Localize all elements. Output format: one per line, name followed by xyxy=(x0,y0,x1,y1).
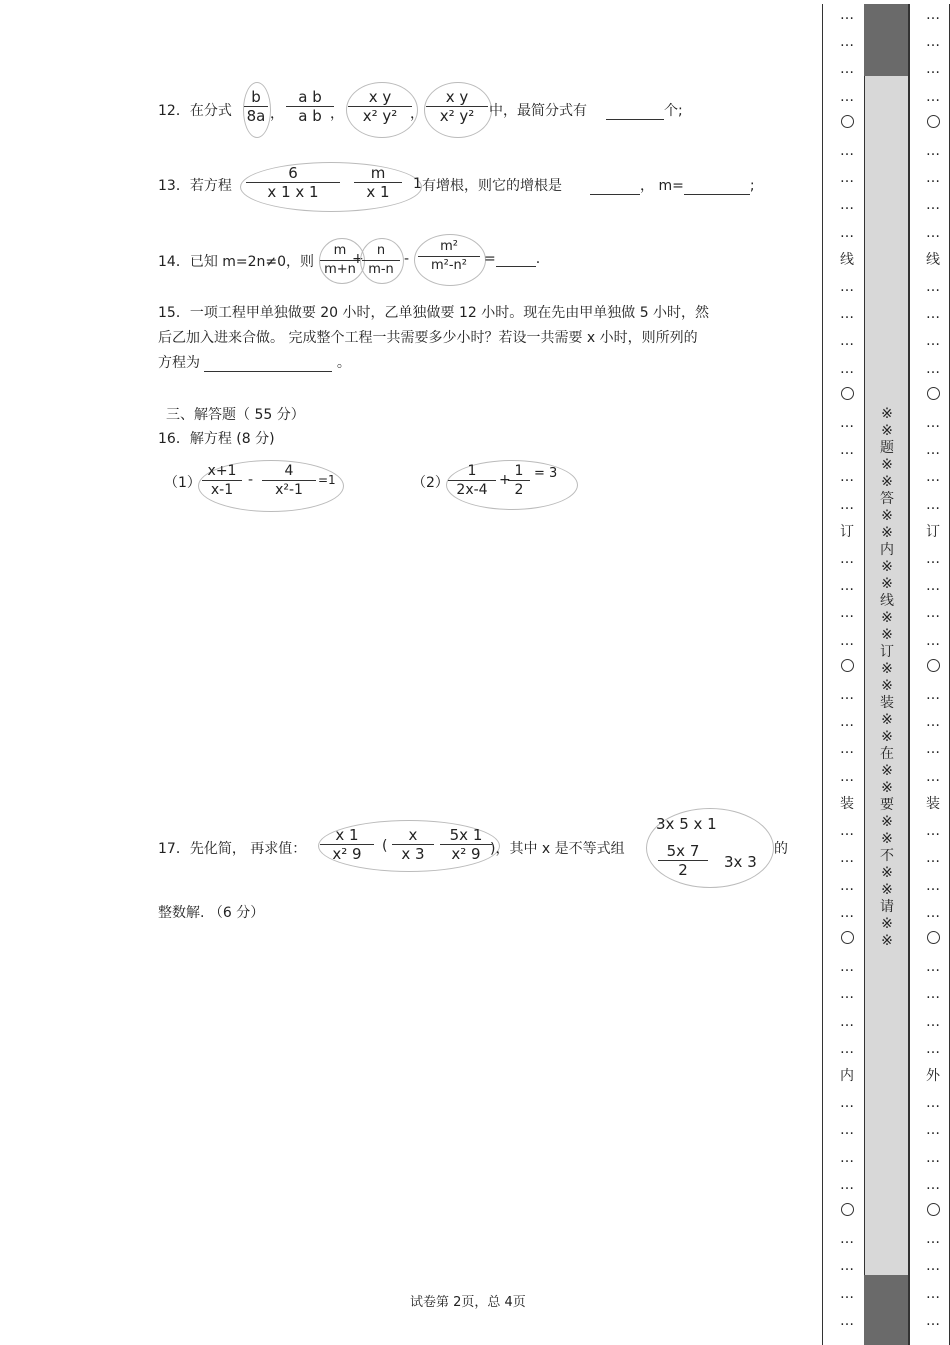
binding-dots: … xyxy=(926,632,940,649)
binding-circle xyxy=(920,111,946,138)
binding-dots: … xyxy=(840,714,854,731)
q14-fraction-1: $\frac{m}{m+n}$ xyxy=(320,242,360,279)
q16-part2-rest: = 3 xyxy=(534,466,558,481)
binding-dots: … xyxy=(840,279,854,296)
q17-fraction-3: $\frac{5x 1}{\text{x² 9}}$ xyxy=(440,826,492,863)
binding-circle xyxy=(834,1199,860,1226)
q12-suffix: 中，最简分式有 xyxy=(489,103,587,119)
q14-fraction-3: $\frac{\text{m²}}{\text{m²-n²}}$ xyxy=(418,238,480,275)
binding-dots: … xyxy=(926,551,940,568)
binding-dots: … xyxy=(840,496,854,513)
q12-answer: 个; xyxy=(606,100,683,120)
binding-dots: … xyxy=(840,1040,854,1057)
q14-fraction-2: $\frac{n}{m-n}$ xyxy=(362,242,400,279)
q17-prefix: 17．先化简， 再求值： xyxy=(158,841,307,857)
binding-dots: … xyxy=(840,170,854,187)
binding-dots: … xyxy=(926,1285,940,1302)
q15-line-3: 方程为 。 xyxy=(158,355,351,371)
binding-dots: … xyxy=(926,61,940,78)
binding-dots: … xyxy=(840,605,854,622)
answer-blank[interactable] xyxy=(606,105,664,120)
binding-dots: … xyxy=(926,1258,940,1275)
section-title: 三、解答题（ 55 分） xyxy=(166,407,305,423)
binding-dots: … xyxy=(840,1122,854,1139)
binding-dots: … xyxy=(840,34,854,51)
binding-mark-left: 订 xyxy=(840,523,854,540)
binding-dots: … xyxy=(926,415,940,432)
q16-title: 16．解方程 (8 分) xyxy=(158,431,275,447)
binding-dots: … xyxy=(926,1040,940,1057)
q17-inequality-1: 3x 5 x 1 xyxy=(656,815,717,833)
q16-part1-fraction-2: $\frac{4}{\text{x²-1}}$ xyxy=(262,462,316,499)
q17-condition: )，其中 x 是不等式组 xyxy=(490,841,625,857)
binding-dots: … xyxy=(840,741,854,758)
binding-dots: … xyxy=(840,306,854,323)
binding-dots: … xyxy=(926,605,940,622)
minus-sign: - xyxy=(248,472,254,488)
binding-dots: … xyxy=(926,578,940,595)
q17-inequality-2-fraction: $\frac{5x 7}{2}$ xyxy=(658,842,708,879)
binding-dots: … xyxy=(926,143,940,160)
binding-cap-bottom xyxy=(864,1275,908,1345)
q12-fraction-2: $\frac{\text{a b}}{\text{a b}}$ xyxy=(286,88,334,125)
q15-line-1: 15．一项工程甲单独做要 20 小时，乙单独做要 12 小时。现在先由甲单独做 5 小时，然 xyxy=(158,305,710,321)
binding-dots: … xyxy=(840,197,854,214)
q17-inequality-2-rhs: 3x 3 xyxy=(724,853,757,871)
binding-dots: … xyxy=(926,333,940,350)
binding-mark-right: 线 xyxy=(926,251,940,268)
binding-dots: … xyxy=(926,1149,940,1166)
binding-dots: … xyxy=(840,360,854,377)
q16-part1-rhs: =1 xyxy=(318,473,336,487)
binding-dots: … xyxy=(840,1285,854,1302)
binding-circle xyxy=(920,383,946,410)
separator: ， xyxy=(410,106,424,122)
binding-dots: … xyxy=(926,197,940,214)
answer-blank[interactable] xyxy=(204,357,332,372)
binding-dots: … xyxy=(926,306,940,323)
binding-dots: … xyxy=(926,442,940,459)
q16-part1-fraction-1: $\frac{x+1}{x-1}$ xyxy=(202,462,242,499)
binding-dots: … xyxy=(926,904,940,921)
q16-part2-label: （2） xyxy=(412,475,449,491)
q14-answer: = . xyxy=(484,251,541,267)
binding-dots: … xyxy=(840,1312,854,1329)
binding-circle xyxy=(834,111,860,138)
binding-dots: … xyxy=(926,768,940,785)
page-footer: 试卷第 2页，总 4页 xyxy=(410,1295,526,1310)
binding-dots: … xyxy=(840,904,854,921)
minus-sign: - xyxy=(404,251,410,267)
binding-circle xyxy=(920,1199,946,1226)
separator: ， xyxy=(330,106,344,122)
binding-dots: … xyxy=(840,1095,854,1112)
binding-dots: … xyxy=(840,959,854,976)
binding-dots: … xyxy=(926,687,940,704)
binding-dots: … xyxy=(840,632,854,649)
binding-dots: … xyxy=(926,88,940,105)
binding-circle xyxy=(834,655,860,682)
binding-dots: … xyxy=(926,959,940,976)
binding-dots: … xyxy=(926,34,940,51)
q14-prefix: 14．已知 m=2n≠0，则 xyxy=(158,254,315,270)
binding-dots: … xyxy=(926,360,940,377)
binding-dots: … xyxy=(840,1013,854,1030)
binding-dots: … xyxy=(926,823,940,840)
binding-dots: … xyxy=(840,1231,854,1248)
binding-dots: … xyxy=(840,768,854,785)
binding-warning-text: ※ ※ 题 ※ ※ 答 ※ ※ 内 ※ ※ 线 ※ ※ 订 ※ ※ 装 ※ ※ 在 ※ ※ 要 ※ ※ 不 ※ ※ 请 ※ ※ xyxy=(880,406,894,949)
q17-fraction-2: $\frac{x}{x 3}$ xyxy=(392,826,434,863)
q12-fraction-1: $\frac{b}{8a}$ xyxy=(244,88,268,125)
binding-dots: … xyxy=(926,224,940,241)
q15-line-2: 后乙加入进来合做。 完成整个工程一共需要多少小时？若设一共需要 x 小时，则所列的 xyxy=(158,330,698,346)
binding-dots: … xyxy=(926,496,940,513)
answer-blank[interactable] xyxy=(590,180,640,195)
q13-rhs: 1 xyxy=(413,176,422,192)
binding-dots: … xyxy=(840,877,854,894)
q12-fraction-3: $\frac{\text{x y}}{\text{x² y²}}$ xyxy=(348,88,412,125)
plus-sign: + xyxy=(499,472,511,488)
q13-prefix: 13．若方程 xyxy=(158,178,232,194)
binding-dots: … xyxy=(926,7,940,23)
answer-blank[interactable] xyxy=(684,180,750,195)
q16-part1-label: （1） xyxy=(164,475,201,491)
binding-dots: … xyxy=(926,1312,940,1329)
binding-dots: … xyxy=(926,877,940,894)
binding-dots: … xyxy=(840,469,854,486)
binding-mark-left: 线 xyxy=(840,251,854,268)
binding-mark-right: 外 xyxy=(926,1067,940,1084)
binding-dots: … xyxy=(926,1013,940,1030)
binding-dots: … xyxy=(926,1095,940,1112)
binding-dots: … xyxy=(926,279,940,296)
binding-dots: … xyxy=(926,714,940,731)
q13-mid: 有增根，则它的增根是 xyxy=(422,178,562,194)
binding-dots: … xyxy=(840,687,854,704)
open-paren: ( xyxy=(382,838,388,854)
binding-dots: … xyxy=(840,442,854,459)
binding-dots: … xyxy=(840,224,854,241)
binding-dots: … xyxy=(926,1176,940,1193)
q17-de: 的 xyxy=(774,841,788,857)
q12-prefix: 12．在分式 xyxy=(158,103,232,119)
binding-mark-left: 内 xyxy=(840,1067,854,1084)
binding-dots: … xyxy=(840,333,854,350)
binding-dots: … xyxy=(926,741,940,758)
binding-dots: … xyxy=(840,88,854,105)
q17-fraction-1: $\frac{x 1}{\text{x² 9}}$ xyxy=(320,826,374,863)
binding-dots: … xyxy=(840,61,854,78)
binding-dots: … xyxy=(840,143,854,160)
binding-dots: … xyxy=(840,578,854,595)
q16-part2-fraction-1: $\frac{1}{2x-4}$ xyxy=(448,462,496,499)
binding-dots: … xyxy=(926,469,940,486)
q13-fraction-1: $\frac{6}{x 1 x 1}$ xyxy=(246,164,340,201)
binding-circle xyxy=(834,383,860,410)
binding-mark-left: 装 xyxy=(840,795,854,812)
binding-dots: … xyxy=(840,7,854,23)
binding-dots: … xyxy=(926,1231,940,1248)
binding-dots: … xyxy=(840,823,854,840)
q13-fraction-2: $\frac{m}{x 1}$ xyxy=(354,164,402,201)
binding-circle xyxy=(920,927,946,954)
binding-circle xyxy=(834,927,860,954)
binding-mark-right: 装 xyxy=(926,795,940,812)
binding-circle xyxy=(920,655,946,682)
binding-dots: … xyxy=(926,1122,940,1139)
q12-fraction-4: $\frac{\text{x y}}{\text{x² y²}}$ xyxy=(426,88,488,125)
binding-dots: … xyxy=(840,986,854,1003)
binding-dots: … xyxy=(840,1149,854,1166)
binding-dots: … xyxy=(840,850,854,867)
binding-dots: … xyxy=(840,415,854,432)
binding-dots: … xyxy=(840,551,854,568)
q13-answers: ， m= ; xyxy=(590,175,755,195)
binding-left-marks xyxy=(834,2,860,1335)
separator: ， xyxy=(270,106,284,122)
binding-cap-top xyxy=(864,4,908,76)
binding-dots: … xyxy=(840,1258,854,1275)
binding-dots: … xyxy=(926,170,940,187)
binding-dots: … xyxy=(840,1176,854,1193)
q16-part2-fraction-2: $\frac{1}{2}$ xyxy=(508,462,530,499)
binding-dots: … xyxy=(926,850,940,867)
plus-sign: + xyxy=(352,251,364,267)
answer-blank[interactable] xyxy=(496,252,536,267)
binding-right-marks xyxy=(920,2,946,1335)
q17-line-2: 整数解. （6 分） xyxy=(158,905,265,921)
binding-mark-right: 订 xyxy=(926,523,940,540)
binding-dots: … xyxy=(926,986,940,1003)
